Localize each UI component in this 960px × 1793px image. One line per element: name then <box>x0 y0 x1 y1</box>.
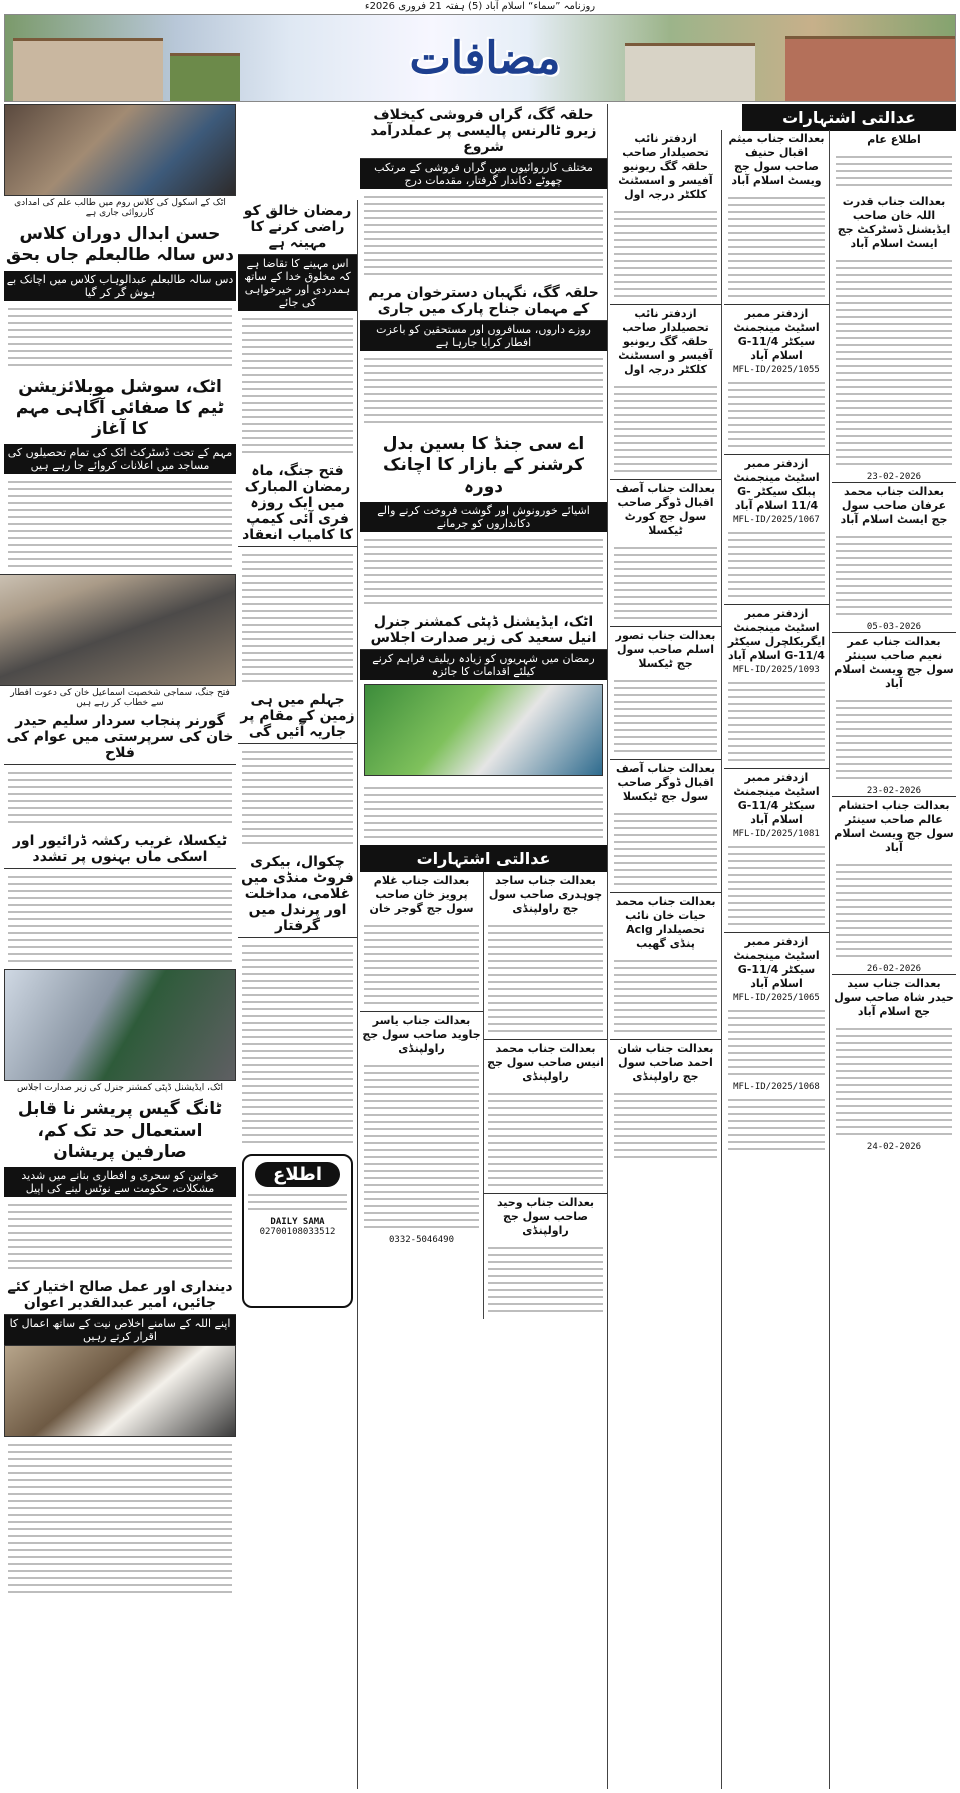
column-court-notices-1 <box>782 104 956 1789</box>
trees-image <box>170 53 240 101</box>
subheadline-bar: اپنے اللہ کے سامنے اخلاص نیت کے ساتھ اعمال کا اقرار کرتے رہیں <box>4 1315 236 1345</box>
headline: حسن ابدال دوران کلاس دس سالہ طالبعلم جاں بحق <box>6 224 234 266</box>
notice-title: بعدالت جناب یاسر جاوید صاحب سول جج راولپنڈی <box>362 1013 481 1055</box>
notice-title: بعدالت جناب قدرت اللہ خان صاحب ایڈیشنل ڈسٹرکٹ جج ایسٹ اسلام آباد <box>837 195 951 250</box>
ads-grid <box>360 872 607 1319</box>
subheadline-bar: مہم کے تحت ڈسٹرکٹ اٹک کی تمام تحصیلوں کی مساجد میں اعلانات کروائے جا رہے ہیں <box>4 444 236 474</box>
notice-box-body <box>244 1187 351 1217</box>
notice-title: بعدالت جناب احتشام عالم صاحب سینئر سول جج ویسٹ اسلام آباد <box>834 799 954 854</box>
headline: ٹانگ گیس پریشر نا قابل استعمال حد تک کم، صارفین پریشان <box>17 1099 223 1162</box>
hearing-date: 23-02-2026 <box>866 786 922 796</box>
article-body <box>238 744 357 851</box>
article-body <box>4 474 236 574</box>
notice-body <box>360 1058 483 1235</box>
notice-title: بعدالت جناب ساجد چوہدری صاحب سول جج راولپنڈی <box>488 873 603 915</box>
notice-body <box>610 540 721 626</box>
photo-caption: اٹک، ایڈیشنل ڈپٹی کمشنر جنرل کی زیر صدارت اجلاس <box>16 1083 224 1094</box>
notice-title: بعدالت جناب وحید صاحب سول جج راولپنڈی <box>496 1195 595 1237</box>
notice-body <box>832 253 956 472</box>
headline: ٹیکسلا، غریب رکشہ ڈرائیور اور اسکی ماں بہنوں پر تشدد <box>4 830 236 869</box>
notice-body <box>610 1086 721 1165</box>
ads-column <box>483 872 607 1319</box>
notice-box-name: DAILY SAMA <box>270 1217 325 1227</box>
subheadline-bar: رمضان میں شہریوں کو زیادہ ریلیف فراہم کرنے کیلئے اقدامات کا جائزہ <box>360 650 607 680</box>
notice-title: ازدفتر ممبر اسٹیٹ مینجمنٹ سیکٹر G-11/4 اسلام آباد <box>733 307 820 362</box>
headline: چکوال، بیکری فروٹ منڈی میں غلامی، مداخلت اور پرندل میں گرفتار <box>238 851 357 938</box>
building-image-center <box>625 43 755 101</box>
reference-number: MFL-ID/2025/1068 <box>733 1082 820 1092</box>
notice-body <box>610 379 721 479</box>
notice-body <box>724 525 829 604</box>
article-body <box>238 938 357 1150</box>
notice-body <box>724 675 829 768</box>
notice-title: ازدفتر ممبر اسٹیٹ مینجمنٹ ایگریکلچرل سیکٹر G-11/4 اسلام آباد <box>727 607 826 662</box>
notice-title: بعدالت جناب عمر نعیم صاحب سینئر سول جج ویسٹ اسلام آباد <box>834 635 954 690</box>
subheadline-bar: روزے داروں، مسافروں اور مستحقین کو باعزت افطار کرایا جارہا ہے <box>360 321 607 351</box>
notice-title: بعدالت جناب محمد انیس صاحب سول جج راولپنڈی <box>487 1041 604 1083</box>
notice-title: بعدالت جناب محمد حیات خان نائب تحصیلدار Aclg پنڈی گھیب <box>615 895 716 950</box>
reference-number: MFL-ID/2025/1067 <box>733 515 820 525</box>
building-image-left <box>13 38 163 101</box>
article-body <box>238 311 357 460</box>
reference-number: MFL-ID/2025/1093 <box>733 665 820 675</box>
headline: دینداری اور عمل صالح اختیار کئے جائیں، امیر عبدالقدیر اعوان <box>4 1276 236 1315</box>
reference-number: MFL-ID/2025/1065 <box>733 993 820 1003</box>
building-image-right <box>785 36 955 101</box>
notice-title: ازدفتر ممبر اسٹیٹ مینجمنٹ سیکٹر G-11/4 اسلام آباد <box>733 935 820 990</box>
notice-body <box>360 918 483 1011</box>
article-body <box>360 351 607 430</box>
notice-box-account: 02700108033512 <box>259 1227 336 1237</box>
article-body <box>360 189 607 282</box>
meeting-room-photo <box>4 969 236 1081</box>
headline: اٹک، ایڈیشنل ڈپٹی کمشنر جنرل انیل سعید کی زیر صدارت اجلاس <box>360 611 607 650</box>
column-news-left <box>4 104 236 1789</box>
reference-number: MFL-ID/2025/1055 <box>733 365 820 375</box>
section-title: عدالتی اشتہارات <box>742 104 956 131</box>
subheadline-bar: مختلف کارروائیوں میں گراں فروشی کے مرتکب چھوٹے دکاندار گرفتار، مقدمات درج <box>360 159 607 189</box>
subheadline-bar: اس مہینے کا تقاضا ہے کہ مخلوق خدا کے ساتھ ہمدردی اور خیرخواہی کی جائے <box>238 255 357 311</box>
headline: حلقہ گگ، نگہبان دسترخوان مریم کے مہمان جناح پارک میں جاری <box>360 282 607 321</box>
notice-body <box>610 806 721 892</box>
notice-body <box>724 375 829 454</box>
notice-title: بعدالت جناب تصور اسلم صاحب سول جج ٹیکسلا <box>615 629 716 670</box>
article-body <box>4 765 236 830</box>
notice-body <box>724 1003 829 1082</box>
notice-title: اطلاع عام <box>867 133 921 146</box>
notice-box <box>242 1154 353 1308</box>
religious-gathering-photo <box>4 1345 236 1437</box>
ads-column <box>360 872 483 1319</box>
article-body <box>360 532 607 611</box>
masthead-title: مضافات <box>409 33 561 84</box>
notice-body <box>724 1092 829 1157</box>
notice-body <box>610 673 721 759</box>
article-body <box>4 301 236 373</box>
reference-number: MFL-ID/2025/1081 <box>733 829 820 839</box>
headline: اٹک، سوشل موبلائزیشن ٹیم کا صفائی آگاہی مہم کا آغاز <box>15 376 225 439</box>
notice-body <box>832 529 956 622</box>
classroom-photo <box>4 104 236 196</box>
subheadline-bar: اشیائے خورونوش اور گوشت فروخت کرنے والے دکانداروں کو جرمانے <box>360 502 607 532</box>
notice-body <box>724 190 829 304</box>
photo-caption: فتح جنگ، سماجی شخصیت اسماعیل خان کی دعوت افطار سے خطاب کر رہے ہیں <box>10 688 230 709</box>
notice-title: بعدالت جناب میثم اقبال حنیف صاحب سول جج ویسٹ اسلام آباد <box>728 132 825 187</box>
notice-box-title: اطلاع <box>255 1162 340 1187</box>
notice-title: ازدفتر ممبر اسٹیٹ مینجمنٹ پبلک سیکٹر G-11/4 اسلام آباد <box>733 457 820 512</box>
headline: رمضان خالق کو راضی کرنے کا مہینہ ہے <box>238 200 357 255</box>
hearing-date: 05-03-2026 <box>866 622 922 632</box>
hearing-date: 23-02-2026 <box>866 472 922 482</box>
notice-body <box>484 1086 607 1193</box>
notice-body <box>610 953 721 1039</box>
notice-body <box>484 918 607 1039</box>
masthead-date-line: روزنامہ ”سماء“ اسلام آباد (5) ہفتہ 21 فروری 2026ء <box>364 1 596 12</box>
notice-title: بعدالت جناب آصف اقبال ڈوگر صاحب سول جج ٹیکسلا <box>616 762 715 803</box>
headline: حلقہ گگ، گراں فروشی کیخلاف زیرو ٹالرنس پالیسی پر عملدرآمد شروع <box>360 104 607 159</box>
photo-caption: اٹک کے اسکول کی کلاس روم میں طالب علم کی امدادی کارروائی جاری ہے <box>14 198 226 218</box>
article-body <box>238 547 357 689</box>
notice-title: بعدالت جناب غلام پرویز خان صاحب سول جج گوجر خان <box>369 873 474 915</box>
column-news-middle <box>238 200 358 1789</box>
notice-title: بعدالت جناب شان احمد صاحب سول جج راولپنڈی <box>617 1042 714 1083</box>
meeting-photo <box>364 684 603 776</box>
column-court-notices-3 <box>610 130 722 1789</box>
hearing-date: 24-02-2026 <box>866 1142 922 1152</box>
masthead-banner <box>4 14 956 102</box>
hearing-date: 26-02-2026 <box>866 964 922 974</box>
headline: اے سی جنڈ کا بسین بدل کرشنر کے بازار کا اچانک دورہ <box>382 434 585 497</box>
notice-title: بعدالت جناب محمد عرفان صاحب سول جج ایسٹ اسلام آباد <box>840 485 948 526</box>
phone-number: 0332-5046490 <box>388 1234 455 1245</box>
column-news-center <box>360 104 608 1789</box>
notice-title: بعدالت جناب سید حیدر شاہ صاحب سول جج اسلام آباد <box>834 977 954 1018</box>
headline: فتح جنگ، ماہ رمضان المبارک میں ایک روزہ فری آئی کیمپ کا کامیاب انعقاد <box>238 460 357 547</box>
notice-title: ازدفتر نائب تحصیلدار صاحب حلقہ گگ ریونیو آفیسر و اسسٹنٹ کلکٹر درجہ اول <box>618 132 713 201</box>
article-body <box>4 1197 236 1276</box>
subheadline-bar: خواتین کو سحری و افطاری بنانے میں شدید مشکلات، حکومت سے نوٹس لینے کی اپیل <box>4 1167 236 1197</box>
article-body <box>4 869 236 969</box>
notice-body <box>832 693 956 786</box>
column-court-notices-2 <box>724 130 830 1789</box>
notice-body <box>832 149 956 193</box>
notice-body <box>610 204 721 304</box>
notice-title: بعدالت جناب آصف اقبال ڈوگر صاحب سول جج کورٹ ٹیکسلا <box>616 482 715 537</box>
article-body <box>4 1437 236 1600</box>
ads-section-title: عدالتی اشتہارات <box>360 845 607 872</box>
notice-body <box>724 839 829 932</box>
notice-body <box>832 1021 956 1142</box>
notice-body <box>832 857 956 964</box>
notice-title: ازدفتر ممبر اسٹیٹ مینجمنٹ سیکٹر G-11/4 اسلام آباد <box>733 771 820 826</box>
headline: گورنر پنجاب سردار سلیم حیدر خان کی سرپرستی میں عوام کی فلاح <box>4 710 236 765</box>
notice-title: ازدفتر نائب تحصیلدار صاحب حلقہ گگ ریونیو آفیسر و اسسٹنٹ کلکٹر درجہ اول <box>618 307 713 376</box>
notice-body <box>484 1240 607 1319</box>
iftar-gathering-photo <box>0 574 236 686</box>
headline: جہلم میں ہی زمین کے مقام پر جاریہ آئیں گی <box>238 689 357 744</box>
article-body <box>360 780 607 845</box>
subheadline-bar: دس سالہ طالبعلم عبدالوہاب کلاس میں اچانک بے ہوش گر کر گیا <box>4 271 236 301</box>
